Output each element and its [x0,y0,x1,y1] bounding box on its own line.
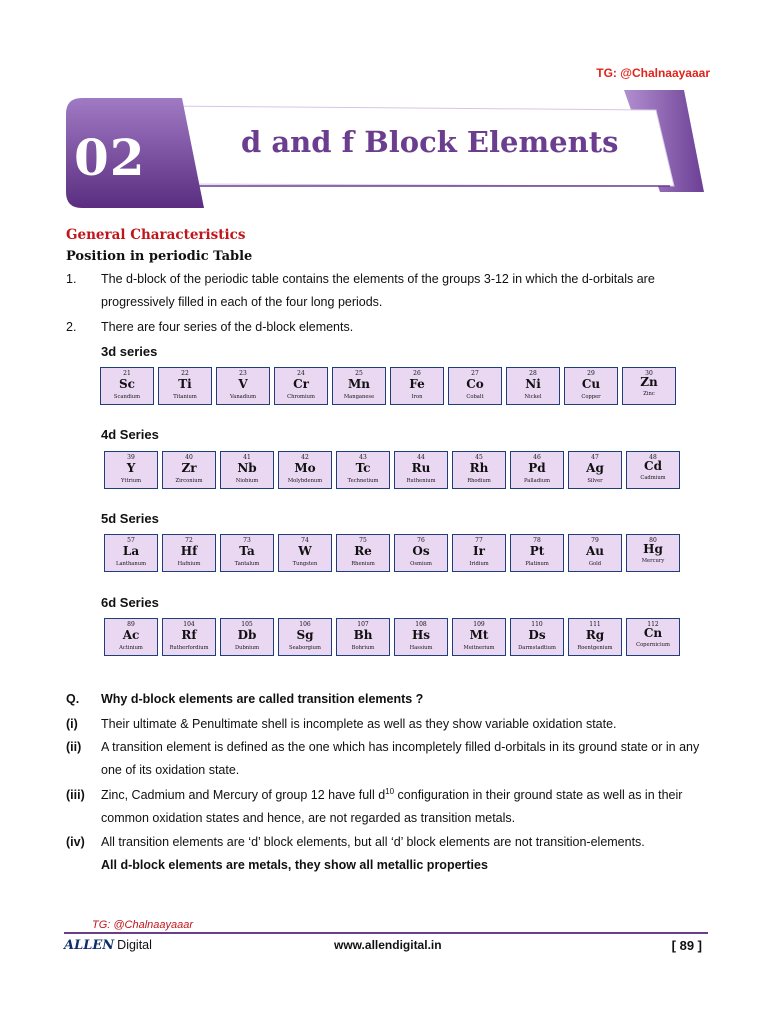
atomic-number: 39 [127,454,135,461]
element-cell [510,618,564,656]
answer-text: Their ultimate & Penultimate shell is incomplete as well as they show variable oxidation state. [101,717,617,731]
element-name: Chromium [287,394,315,400]
answer-text-post: configuration in their ground state as well as in their common oxidation states and hence, are not regarded as transition metals. [101,788,683,825]
element-symbol: Rg [585,628,605,642]
element-cell [622,367,676,405]
element-symbol: Ir [473,544,485,558]
answer-text [101,784,706,830]
element-name: Gold [588,561,602,567]
element-name: Silver [587,478,603,484]
atomic-number: 43 [359,454,367,461]
atomic-number: 40 [185,454,193,461]
element-cell [394,618,448,656]
element-symbol: Tc [355,461,371,475]
element-name: Zinc [643,391,655,397]
element-symbol: Au [585,544,605,558]
element-cell [564,367,618,405]
element-name: Osmium [410,561,432,567]
atomic-number: 57 [127,537,135,544]
element-symbol: Mo [294,461,316,475]
element-name: Seaborgium [289,645,321,651]
superscript: 10 [385,786,395,796]
element-name: Palladium [523,478,550,484]
element-symbol: Co [466,377,484,391]
footer-divider [64,932,708,934]
element-cell [626,451,680,489]
element-cell [452,451,506,489]
atomic-number: 79 [591,537,599,544]
element-cell [448,367,502,405]
element-symbol: Re [354,544,372,558]
atomic-number: 75 [359,537,367,544]
element-name: Cobalt [466,394,484,400]
element-name: Tungsten [292,561,318,567]
point-2 [66,316,706,339]
element-cell [626,618,680,656]
element-name: Cadmium [640,475,666,481]
point-1 [66,268,706,314]
element-name: Platinum [525,561,549,567]
element-symbol: Rh [469,461,489,475]
atomic-number: 41 [243,454,251,461]
atomic-number: 45 [475,454,483,461]
answer-i [66,713,706,736]
element-symbol: Os [412,544,430,558]
element-cell [626,534,680,572]
atomic-number: 47 [591,454,599,461]
atomic-number: 46 [533,454,541,461]
series-row-3d [100,367,690,409]
element-symbol: Bh [353,628,373,642]
element-name: Molybdenum [287,478,323,484]
element-name: Bohrium [351,645,375,651]
section-title: General Characteristics [66,227,246,243]
answer-text: All transition elements are ‘d’ block elements, but all ‘d’ block elements are not transition-elements. [101,835,645,849]
point-text: There are four series of the d-block elements. [101,320,354,334]
element-symbol: Pd [528,461,546,475]
answer-ii [66,736,706,782]
element-name: Yttrium [121,478,141,484]
atomic-number: 27 [471,370,479,377]
atomic-number: 29 [587,370,595,377]
atomic-number: 89 [127,621,135,628]
element-cell [394,534,448,572]
element-cell [568,618,622,656]
element-cell [568,451,622,489]
element-name: Lanthanum [116,561,146,567]
element-name: Mercury [641,558,665,564]
element-cell [216,367,270,405]
element-cell [394,451,448,489]
series-row-5d [104,534,694,576]
element-symbol: Ds [528,628,546,642]
element-cell [336,534,390,572]
atomic-number: 26 [413,370,421,377]
answer-label: (i) [66,717,78,731]
atomic-number: 107 [357,621,369,628]
element-symbol: Nb [237,461,257,475]
element-name: Zirconium [175,478,203,484]
element-cell [220,451,274,489]
series-label-4d: 4d Series [101,427,159,442]
element-cell [452,534,506,572]
atomic-number: 22 [181,370,189,377]
element-name: Copper [581,394,601,400]
element-name: Manganese [343,394,375,400]
element-name: Darmstadtium [518,645,556,651]
atomic-number: 28 [529,370,537,377]
answer-text: A transition element is defined as the one which has incompletely filled d-orbitals in its ground state or in any one of its oxidation state. [101,740,700,777]
brand-suffix: Digital [117,938,152,952]
element-symbol: La [122,544,140,558]
atomic-number: 73 [243,537,251,544]
element-cell [510,534,564,572]
element-symbol: Pt [529,544,545,558]
element-cell [390,367,444,405]
element-name: Niobium [235,478,259,484]
element-name: Iridium [469,561,489,567]
element-symbol: Mt [469,628,489,642]
element-symbol: Zn [640,375,658,389]
element-cell [510,451,564,489]
atomic-number: 109 [473,621,485,628]
element-symbol: Ru [411,461,431,475]
element-name: Rhenium [351,561,375,567]
series-row-6d [104,618,694,660]
atomic-number: 108 [415,621,427,628]
element-symbol: Fe [409,377,425,391]
question-label: Q. [66,692,80,706]
element-cell [506,367,560,405]
element-cell [336,618,390,656]
element-name: Tantalum [234,561,260,567]
element-symbol: Cu [581,377,601,391]
element-name: Dubnium [234,645,260,651]
element-symbol: Mn [347,377,370,391]
series-label-3d: 3d series [101,344,158,359]
atomic-number: 44 [417,454,425,461]
element-name: Hafnium [177,561,201,567]
atomic-number: 106 [299,621,311,628]
element-cell [104,451,158,489]
atomic-number: 104 [183,621,195,628]
atomic-number: 111 [589,621,601,628]
element-cell [104,618,158,656]
chapter-number: 02 [74,128,146,187]
atomic-number: 72 [185,537,193,544]
conclusion [66,854,706,877]
footer [64,938,708,956]
element-name: Titanium [173,394,197,400]
atomic-number: 30 [645,370,653,377]
element-cell [162,451,216,489]
element-symbol: Db [237,628,257,642]
series-label-6d: 6d Series [101,595,159,610]
brand-name: ALLEN [64,938,115,953]
answer-text-pre: Zinc, Cadmium and Mercury of group 12 have full d [101,788,386,802]
atomic-number: 21 [123,370,131,377]
point-text: The d-block of the periodic table contains the elements of the groups 3-12 in which the d-orbitals are progressively filled in each of the four long periods. [101,272,655,309]
element-name: Meitnerium [463,645,495,651]
series-row-4d [104,451,694,493]
atomic-number: 77 [475,537,483,544]
conclusion-text: All d-block elements are metals, they show all metallic properties [101,858,488,872]
element-name: Rhodium [467,478,491,484]
element-symbol: Hf [180,544,198,558]
answer-iii [66,784,706,830]
atomic-number: 24 [297,370,305,377]
point-number: 1. [66,272,77,286]
element-cell [278,451,332,489]
element-cell [274,367,328,405]
element-symbol: Zr [181,461,197,475]
element-cell [278,534,332,572]
element-cell [220,534,274,572]
element-symbol: Ni [525,377,541,391]
element-cell [332,367,386,405]
element-cell [336,451,390,489]
element-name: Vanadium [229,394,257,400]
atomic-number: 80 [649,537,657,544]
element-symbol: Ti [178,377,192,391]
atomic-number: 48 [649,454,657,461]
question [66,688,706,711]
element-cell [452,618,506,656]
answer-iv [66,831,706,854]
atomic-number: 23 [239,370,247,377]
page-number: [ 89 ] [671,938,702,953]
element-symbol: V [238,377,248,391]
element-name: Actinium [119,645,143,651]
element-cell [104,534,158,572]
element-symbol: Sg [296,628,314,642]
element-symbol: Cr [293,377,309,391]
element-cell [162,618,216,656]
element-symbol: Y [126,461,136,475]
element-symbol: Hs [411,628,431,642]
element-symbol: Ta [239,544,255,558]
brand-logo [64,938,152,953]
answer-label: (iii) [66,788,85,802]
answer-label: (iv) [66,835,85,849]
element-symbol: Hg [643,542,663,556]
element-symbol: W [298,544,312,558]
element-name: Scandium [113,394,141,400]
element-symbol: Ag [586,461,604,475]
series-label-5d: 5d Series [101,511,159,526]
atomic-number: 105 [241,621,253,628]
element-name: Iron [411,394,423,400]
atomic-number: 74 [301,537,309,544]
telegram-handle-bottom: TG: @Chalnaayaaar [92,919,194,931]
atomic-number: 112 [647,621,659,628]
element-name: Rutherfordium [169,645,209,651]
element-symbol: Rf [181,628,197,642]
point-number: 2. [66,320,77,334]
element-symbol: Ac [122,628,140,642]
atomic-number: 110 [531,621,543,628]
subsection-title: Position in periodic Table [66,249,253,264]
element-cell [568,534,622,572]
element-name: Copernicium [636,642,670,648]
element-symbol: Cd [644,459,662,473]
element-cell [220,618,274,656]
telegram-handle-top: TG: @Chalnaayaaar [596,66,710,80]
atomic-number: 78 [533,537,541,544]
answer-label: (ii) [66,740,82,754]
website-link[interactable]: www.allendigital.in [334,938,442,952]
chapter-title: d and f Block Elements [241,125,619,159]
element-name: Nickel [524,394,542,400]
element-cell [158,367,212,405]
element-symbol: Cn [643,626,663,640]
element-name: Ruthenium [406,478,436,484]
element-cell [162,534,216,572]
element-name: Technetium [347,478,379,484]
element-cell [278,618,332,656]
question-text: Why d-block elements are called transition elements ? [101,692,424,706]
atomic-number: 25 [355,370,363,377]
atomic-number: 76 [417,537,425,544]
element-name: Hassium [409,645,433,651]
element-name: Roentgenium [577,645,613,651]
element-symbol: Sc [119,377,135,391]
atomic-number: 42 [301,454,309,461]
element-cell [100,367,154,405]
